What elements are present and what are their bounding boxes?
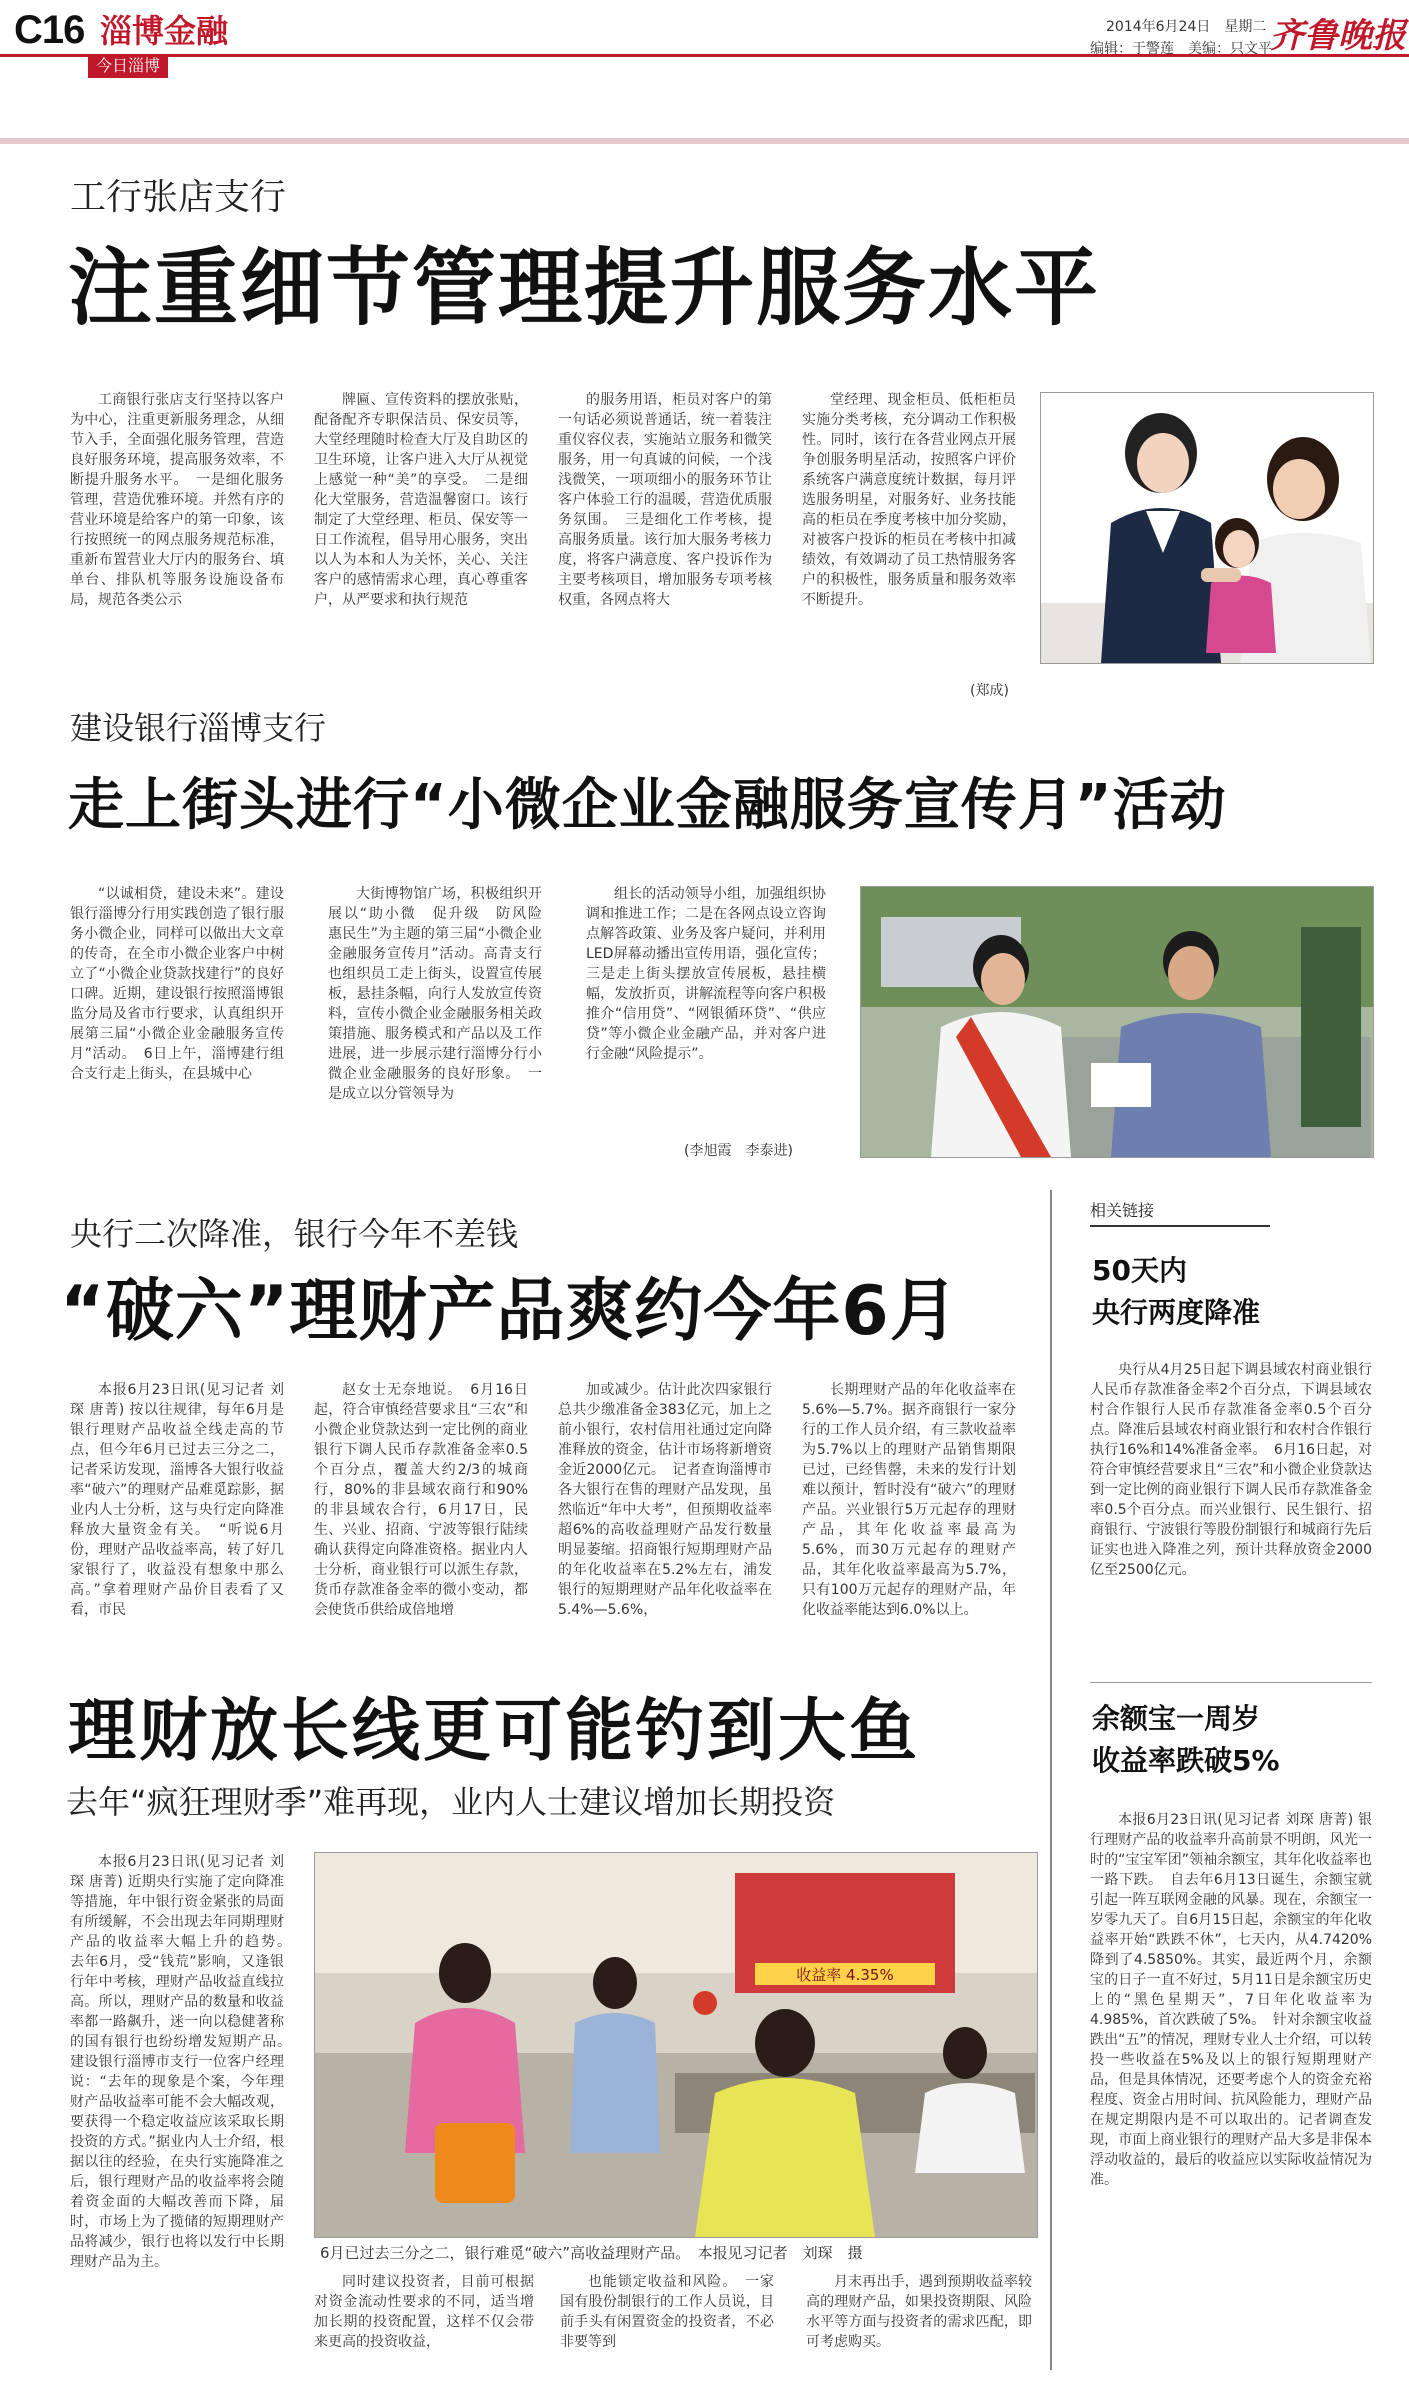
- article4-photo-caption: 6月已过去三分之二，银行难觅“破六”高收益理财产品。 本报见习记者 刘琛 摄: [320, 2244, 863, 2262]
- sidebar-item1-title: 50天内 央行两度降准: [1092, 1254, 1261, 1329]
- article4-column-2: 同时建议投资者，目前可根据对资金流动性要求的不同，适当增加长期的投资配置，这样不仅会带来更高的投资收益，: [314, 2274, 534, 2350]
- article2-kicker: 建设银行淄博支行: [70, 709, 327, 747]
- street-promotion-image: [861, 887, 1373, 1157]
- article1-column-1: 工商银行张店支行坚持以客户为中心，注重更新服务理念，从细节入手，全面强化服务管理，营造良好服务环境，提高服务效率，不断提升服务水平。 一是细化服务管理，营造优雅环境。并然有序的营业环境是给客户的第一印象，该行按照统一的网点服务规范标准，重新布置营业大厅内的服务台、填单台、排队机等服务设施设备布局，规范各类公示: [70, 392, 284, 608]
- article3-column-3: 加或减少。估计此次四家银行总共少缴准备金383亿元，加上之前小银行，农村信用社通过定向降准释放的资金，估计市场将新增资金近2000亿元。 记者查询淄博市各大银行在售的理财产品发现，虽然临近“年中大考”，但预期收益率超6%的高收益理财产品发行数量明显萎缩。招商银行短期理财产品的年化收益率在5.2%左右，浦发银行的短期理财产品年化收益率在5.4%—5.6%，: [558, 1382, 772, 1618]
- article1-byline: (郑成): [970, 683, 1009, 699]
- editor-line: 编辑：于警莲 美编：只文平: [1090, 41, 1272, 57]
- article2-column-3: 组长的活动领导小组，加强组织协调和推进工作；二是在各网点设立咨询点解答政策、业务及客户疑问，并利用LED屏幕动播出宣传用语，强化宣传；三是走上街头摆放宣传展板，悬挂横幅，发放折页，讲解流程等向客户积极推介“信用贷”、“网银循环贷”、“供应贷”等小微企业金融产品，并对客户进行金融“风险提示”。: [586, 886, 826, 1062]
- article4-subheadline: 去年“疯狂理财季”难再现，业内人士建议增加长期投资: [66, 1783, 836, 1821]
- sidebar-item1-body: 央行从4月25日起下调县域农村商业银行人民币存款准备金率2个百分点，下调县域农村合作银行人民币存款准备金率0.5个百分点。降准后县域农村商业银行和农村合作银行执行16%和14%准备金率。 6月16日起，对符合审慎经营要求且“三农”和小微企业贷款达到一定比例的商业银行下调人民币存款准备金率0.5个百分点。而兴业银行、民生银行、招商银行、宁波银行等股份制银行和城商行先后证实也进入降准之列，预计共释放资金2000亿至2500亿元。: [1090, 1362, 1372, 1578]
- bank-counter-image: [315, 1853, 1037, 2237]
- bank-staff-with-family-image: [1041, 393, 1373, 663]
- article2-byline: (李旭霞 李泰进): [684, 1143, 793, 1159]
- section-subtitle: 今日淄博: [88, 54, 168, 78]
- article2-column-2: 大街博物馆广场，积极组织开展以“助小微 促升级 防风险 惠民生”为主题的第三届“小微企业金融服务宣传月”活动。高青支行也组织员工走上街头，设置宣传展板，悬挂条幅，向行人发放宣传资料，宣传小微企业金融服务相关政策措施、服务模式和产品以及工作进展，进一步展示建行淄博分行小微企业金融服务的良好形象。 一是成立以分管领导为: [328, 886, 556, 1102]
- article3-column-2: 赵女士无奈地说。 6月16日起，符合审慎经营要求且“三农”和小微企业贷款达到一定比例的商业银行下调人民币存款准备金率0.5个百分点，覆盖大约2/3的城商行，80%的非县域农商行和90%的非县域农合行，6月17日，民生、兴业、招商、宁波等银行陆续确认获得定向降准资格。据业内人士分析，商业银行可以派生存款，货币存款准备金率的微小变动，都会使货币供给成倍地增: [314, 1382, 528, 1618]
- sidebar-item2-title: 余额宝一周岁 收益率跌破5%: [1092, 1702, 1280, 1777]
- article3-headline: “破六”理财产品爽约今年6月: [60, 1272, 959, 1351]
- sidebar-item2-body: 本报6月23日讯(见习记者 刘琛 唐菁) 银行理财产品的收益率升高前景不明朗，风光一时的“宝宝军团”领袖余额宝，其年化收益率也一路下跌。 自去年6月13日诞生，余额宝就引起一阵互联网金融的风暴。现在，余额宝一岁零九天了。自6月15日起，余额宝的年化收益率开始“跌跌不休”，七天内，从4.7420%降到了4.5850%。其实，最近两个月，余额宝的日子一直不好过，5月11日是余额宝历史上的“黑色星期天”，7日年化收益率为4.985%，首次跌破了5%。 针对余额宝收益跌出“五”的情况，理财专业人士介绍，可以转投一些收益在5%及以上的银行短期理财产品，但是具体情况，还要考虑个人的资金充裕程度、资金占用时间、抗风险能力，理财产品在规定期限内是不可以取出的。记者调查发现，市面上商业银行的理财产品大多是非保本浮动收益的，最后的收益应以实际收益情况为准。: [1090, 1812, 1372, 2188]
- article1-column-4: 堂经理、现金柜员、低柜柜员实施分类考核，充分调动工作积极性。同时，该行在各营业网点开展争创服务明星活动，按照客户评价系统客户满意度统计数据，每月评选服务明星，对服务好、业务技能高的柜员在季度考核中加分奖励，对被客户投诉的柜员在考核中扣减绩效，有效调动了员工热情服务客户的积极性，服务质量和服务效率不断提升。: [802, 392, 1016, 608]
- article1-kicker: 工行张店支行: [70, 177, 287, 218]
- article1-column-2: 牌匾、宣传资料的摆放张贴，配备配齐专职保洁员、保安员等，大堂经理随时检查大厅及自助区的卫生环境，让客户进入大厅从视觉上感觉一种“美”的享受。 二是细化大堂服务，营造温馨窗口。该行制定了大堂经理、柜员、保安等一日工作流程，倡导用心服务，突出以人为本和人为关怀，关心、关注客户的感情需求心理，真心尊重客户，从严要求和执行规范: [314, 392, 528, 608]
- article2-column-1: “以诚相贷，建设未来”。建设银行淄博分行用实践创造了银行服务小微企业，同样可以做出大文章的传奇，在全市小微企业客户中树立了“小微企业贷款找建行”的良好口碑。近期，建设银行按照淄博银监分局及省市行要求，认真组织开展第三届“小微企业金融服务宣传月”活动。 6日上午，淄博建行组合支行走上街头，在县城中心: [70, 886, 284, 1082]
- sidebar-item-rule: [1090, 1682, 1372, 1683]
- article3-column-4: 长期理财产品的年化收益率在5.6%—5.7%。据齐商银行一家分行的工作人员介绍，有三款收益率为5.7%以上的理财产品销售期限已过，已经售罄，未来的发行计划难以预计，暂时没有“破六”的理财产品。兴业银行5万元起存的理财产品，其年化收益率最高为5.6%，而30万元起存的理财产品，其年化收益率最高为5.7%，只有100万元起存的理财产品，年化收益率能达到6.0%以上。: [802, 1382, 1016, 1618]
- article4-headline: 理财放长线更可能钓到大鱼: [68, 1692, 921, 1771]
- article2-headline: 走上街头进行“小微企业金融服务宣传月”活动: [68, 773, 1227, 838]
- article1-headline: 注重细节管理提升服务水平: [68, 239, 1101, 337]
- page-number: C16: [14, 8, 85, 52]
- article1-column-3: 的服务用语，柜员对客户的第一句话必须说普通话，统一着装注重仪容仪表，实施站立服务和微笑服务，用一句真诚的问候，一个浅浅微笑，一项项细小的服务环节让客户体验工行的温暖，营造优质服务氛围。 三是细化工作考核，提高服务质量。该行加大服务考核力度，将客户满意度、客户投诉作为主要考核项目，增加服务专项考核权重，各网点将大: [558, 392, 772, 608]
- date-line: 2014年6月24日 星期二: [1106, 19, 1267, 35]
- sidebar-tag: 相关链接: [1090, 1198, 1270, 1227]
- article3-column-1: 本报6月23日讯(见习记者 刘琛 唐菁) 按以往规律，每年6月是银行理财产品收益全线走高的节点，但今年6月已过去三分之二，记者采访发现，淄博各大银行收益率“破六”的理财产品难觅踪影，据业内人士分析，这与央行定向降准释放大量资金有关。 “听说6月份，理财产品收益率高，转了好几家银行了，收益没有想象中那么高。”拿着理财产品价目表看了又看，市民: [70, 1382, 284, 1618]
- article2-photo: [860, 886, 1374, 1158]
- masthead-band: [0, 138, 1409, 144]
- sidebar-divider: [1050, 1190, 1052, 2370]
- article3-kicker: 央行二次降准，银行今年不差钱: [70, 1215, 519, 1253]
- photo-rate-sign: 收益率 4.35%: [796, 1966, 894, 1984]
- article4-column-4: 月末再出手，遇到预期收益率较高的理财产品，如果投资期限、风险水平等方面与投资者的需求匹配，即可考虑购买。: [806, 2274, 1032, 2350]
- newspaper-logo: 齐鲁晚报: [1270, 16, 1406, 56]
- section-title: 淄博金融: [100, 12, 229, 50]
- article1-photo: [1040, 392, 1374, 664]
- article4-column-1: 本报6月23日讯(见习记者 刘琛 唐菁) 近期央行实施了定向降准等措施，年中银行资金紧张的局面有所缓解，不会出现去年同期理财产品的收益率大幅上升的趋势。 去年6月，受“钱荒”影响，又逢银行年中考核，理财产品收益直线拉高。所以，理财产品的数量和收益率都一路飙升，迷一向以稳健著称的国有银行也纷纷增发短期产品。 建设银行淄博市支行一位客户经理说：“去年的现象是个案，今年理财产品收益率可能不会大幅改观，要获得一个稳定收益应该采取长期投资的方式。”据业内人士介绍，根据以往的经验，在央行实施降准之后，银行理财产品的收益率将会随着资金面的大幅改善而下降，届时，市场上为了揽储的短期理财产品将减少，银行也将以发行中长期理财产品为主。: [70, 1854, 298, 2270]
- article4-column-3: 也能锁定收益和风险。 一家国有股份制银行的工作人员说，目前手头有闲置资金的投资者，不必非要等到: [560, 2274, 774, 2350]
- article4-photo: [314, 1852, 1038, 2238]
